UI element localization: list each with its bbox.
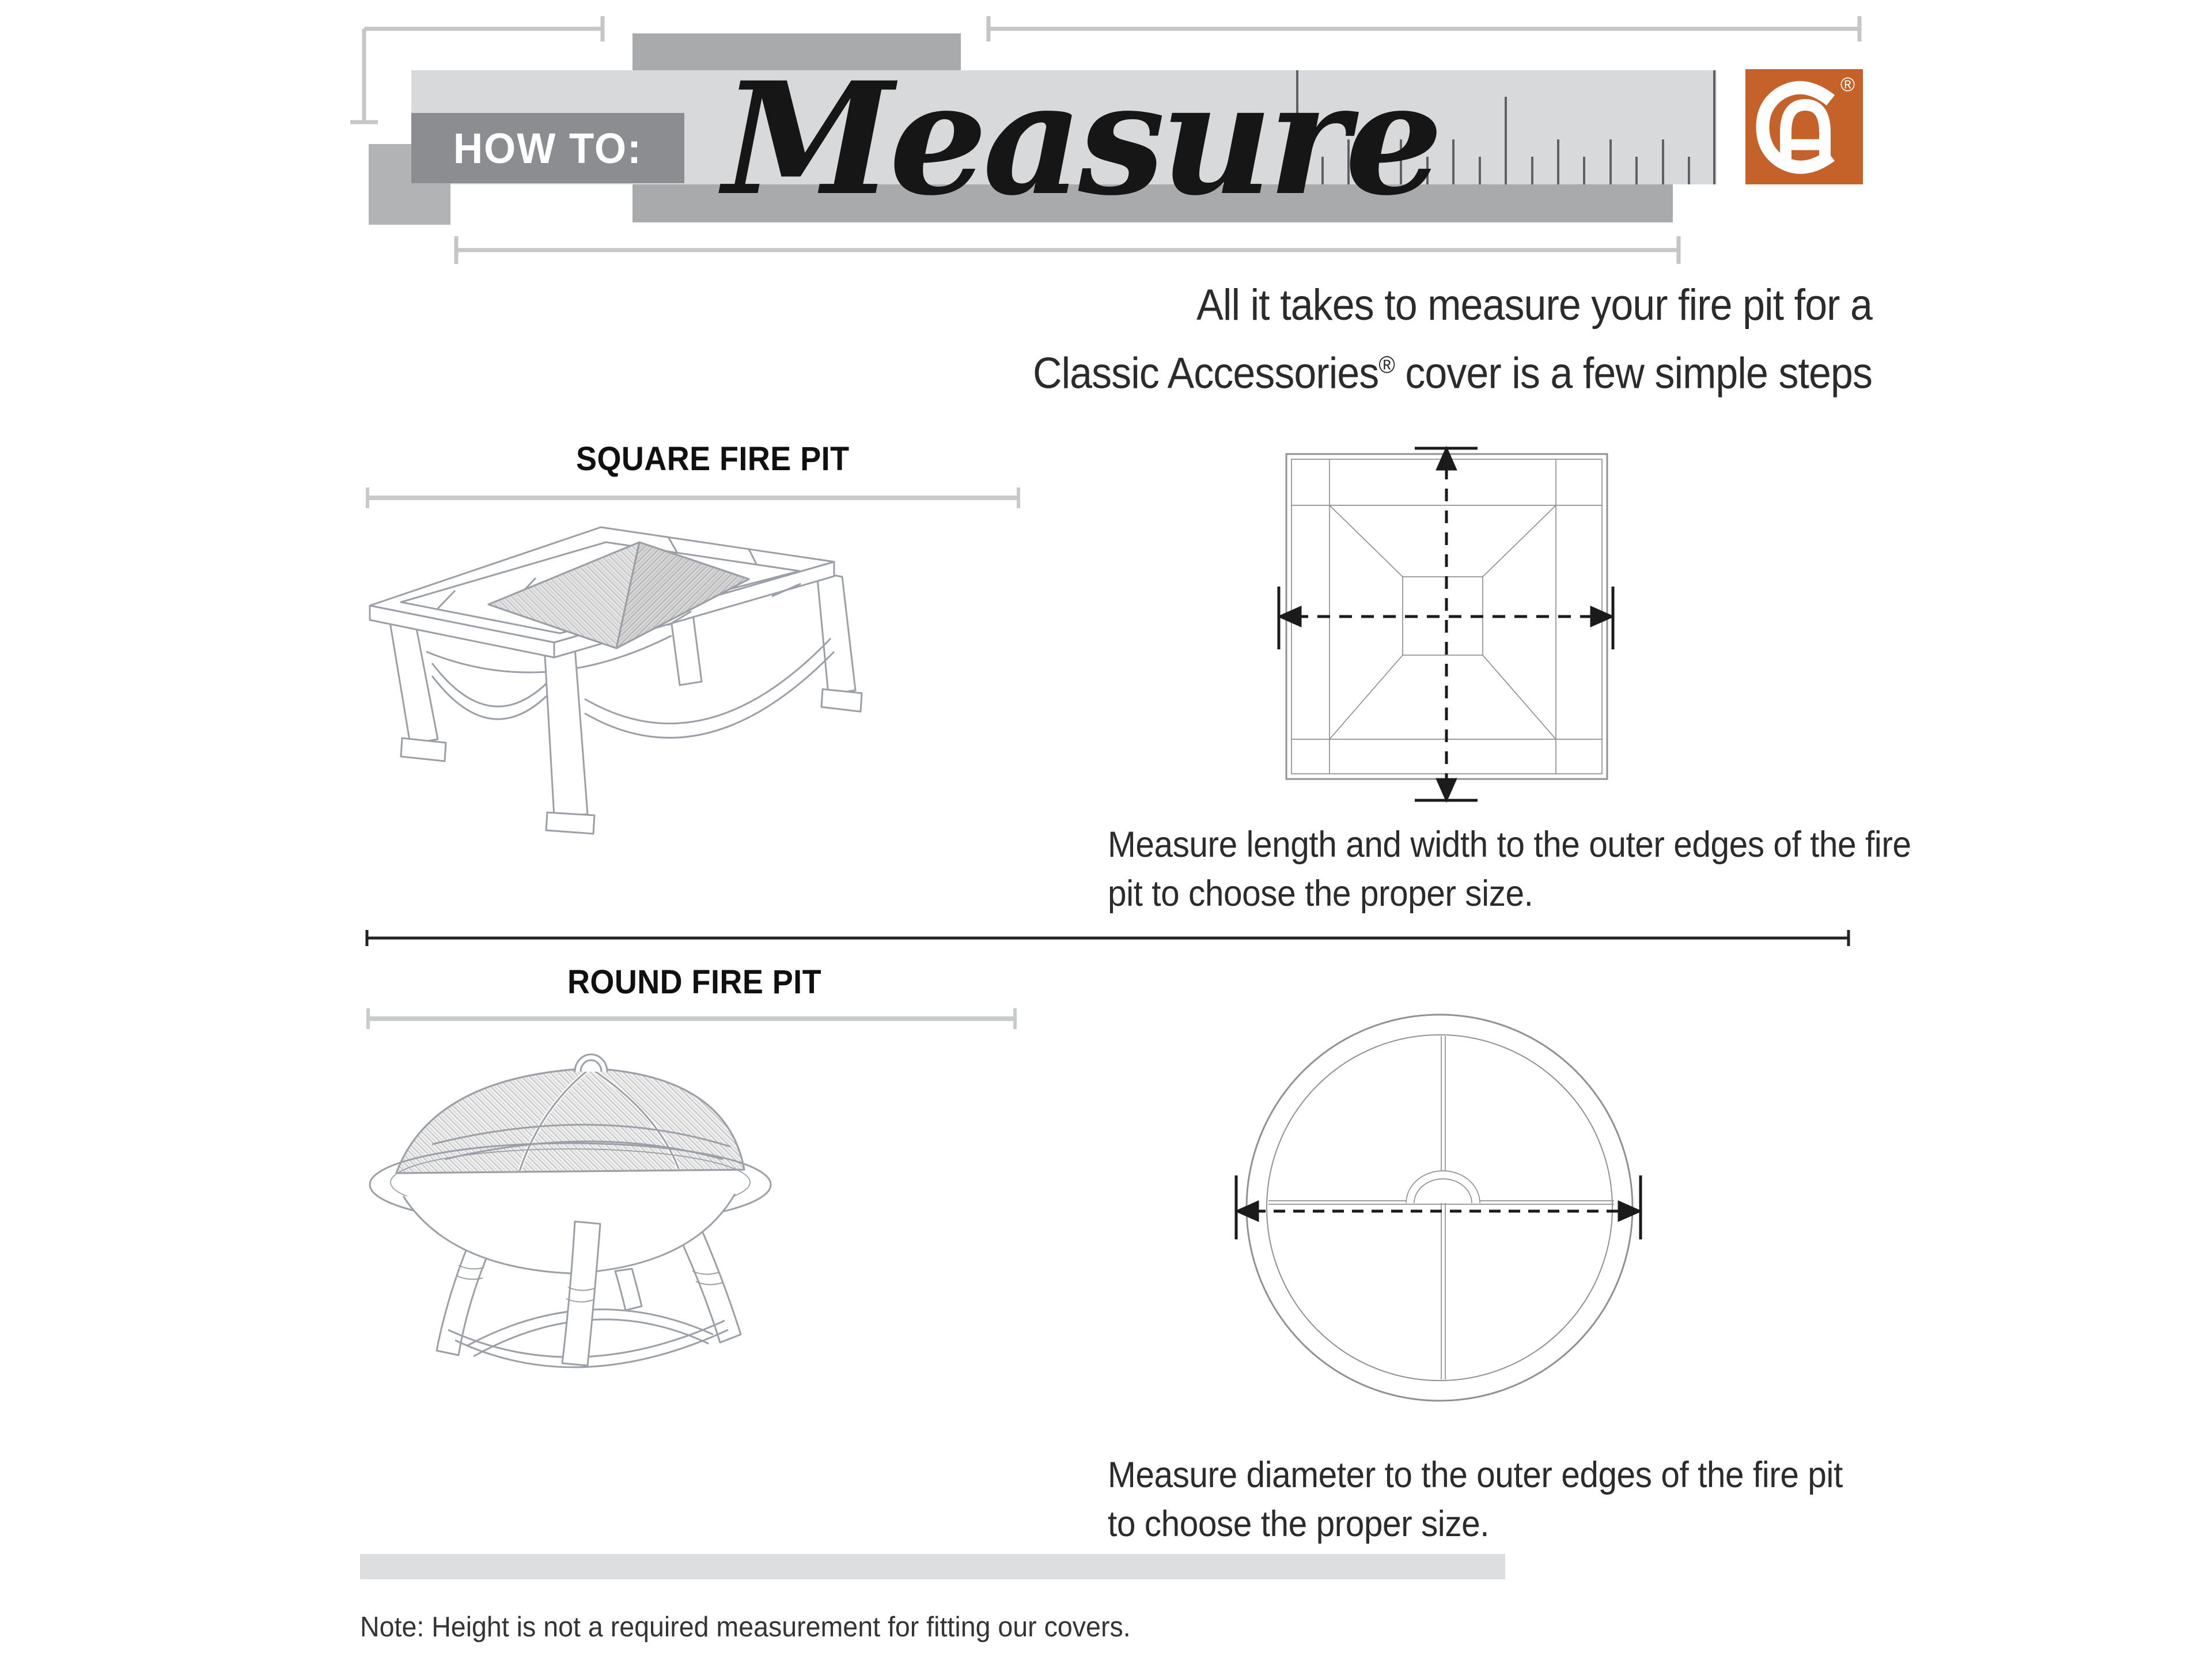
square-measure-diagram <box>1259 433 1633 814</box>
registered-mark: ® <box>1840 74 1855 96</box>
dimension-line-top-right <box>979 10 1872 47</box>
classic-accessories-logo <box>1745 69 1863 184</box>
section-divider <box>353 923 1873 953</box>
round-section-heading: ROUND FIRE PIT <box>567 963 822 1001</box>
round-caption-line1: Measure diameter to the outer edges of the fire pit <box>1108 1455 1843 1495</box>
round-measure-diagram <box>1224 1008 1662 1412</box>
intro-text <box>892 275 1872 403</box>
square-caption <box>1108 820 1911 918</box>
page-title: Measure <box>723 48 1439 230</box>
footer-gray-bar <box>360 1554 1505 1579</box>
intro-line1: All it takes to measure your fire pit for a <box>1196 281 1872 330</box>
square-section-heading: SQUARE FIRE PIT <box>576 440 850 478</box>
intro-registered-mark: ® <box>1378 351 1395 378</box>
intro-line2: cover is a few simple steps <box>1394 349 1872 398</box>
round-fire-pit-illustration <box>346 1019 841 1399</box>
dimension-line-header-bottom <box>442 230 1698 270</box>
how-to-label: HOW TO: <box>453 124 642 172</box>
footer-note: Note: Height is not a required measurement for fitting our covers. <box>360 1612 1131 1643</box>
square-caption-line2: pit to choose the proper size. <box>1108 874 1533 914</box>
square-fire-pit-illustration <box>346 491 899 837</box>
round-caption <box>1108 1451 1843 1549</box>
round-caption-line2: to choose the proper size. <box>1108 1504 1490 1544</box>
intro-brand: Classic Accessories <box>1032 349 1379 398</box>
square-caption-line1: Measure length and width to the outer edges of the fire <box>1108 825 1911 865</box>
how-to-box <box>411 113 684 183</box>
